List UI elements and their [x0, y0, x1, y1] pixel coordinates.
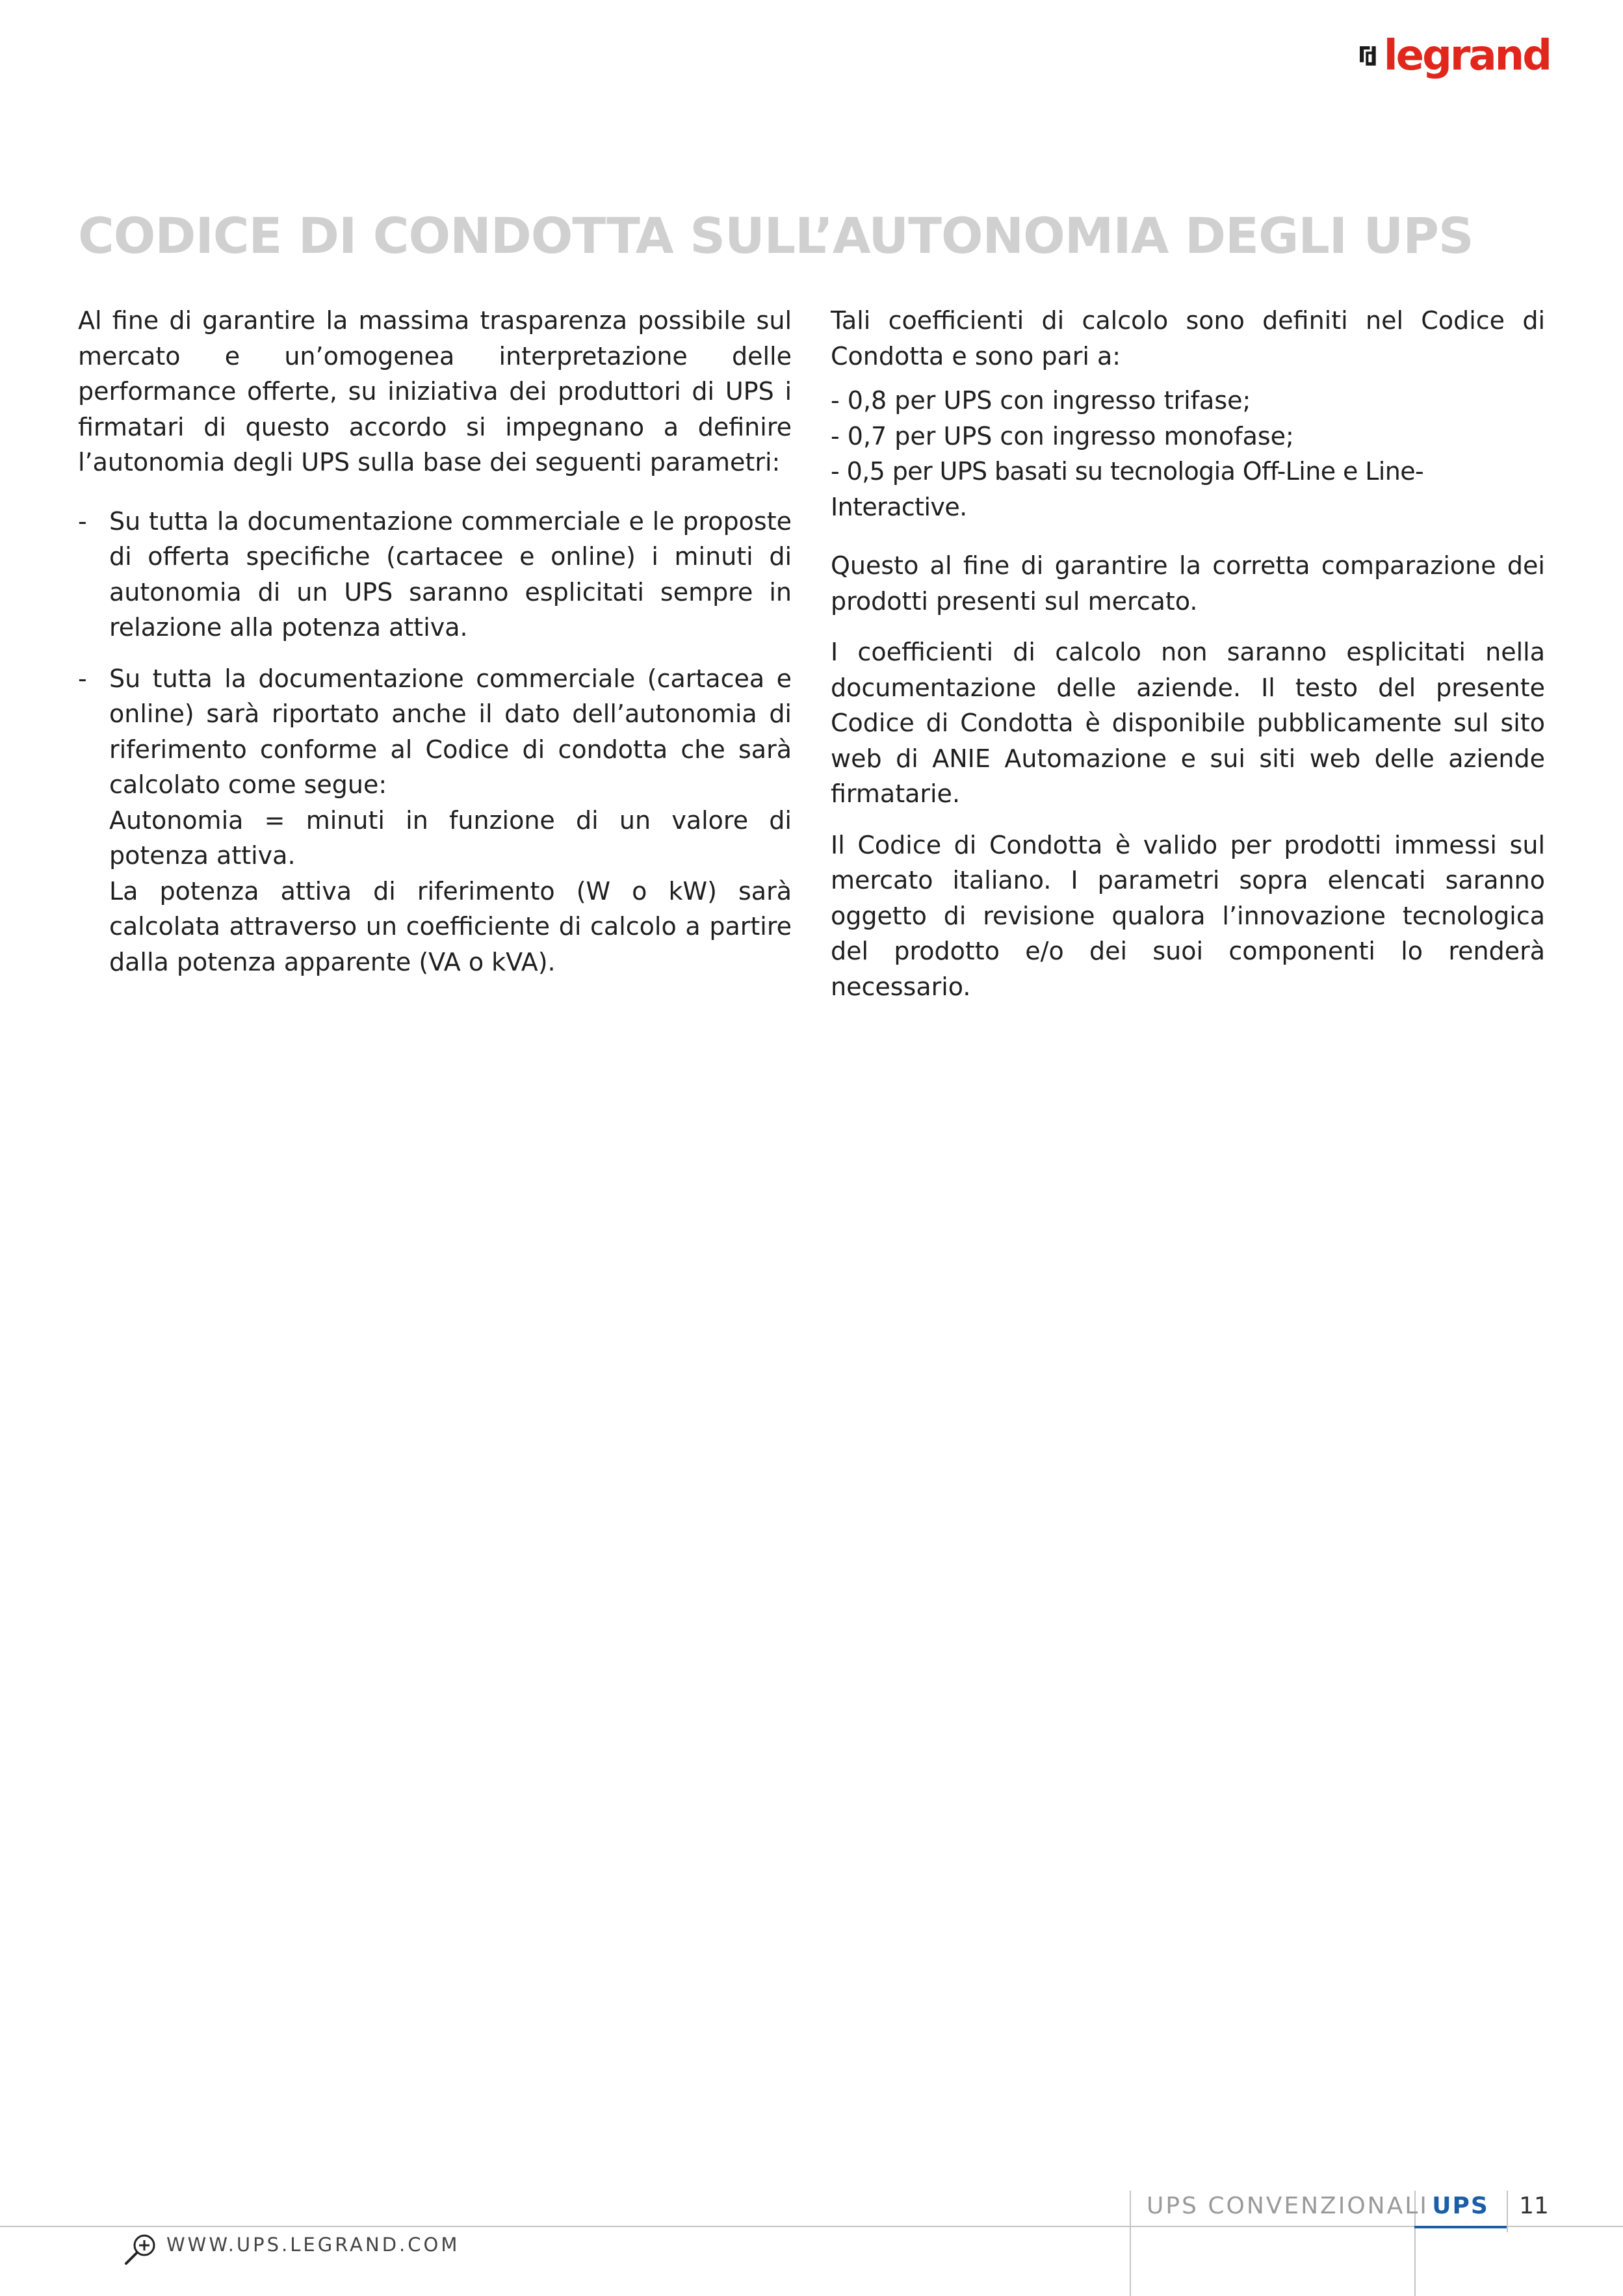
formula-text: Autonomia = minuti in funzione di un valore di potenza attiva. — [109, 805, 792, 870]
magnifier-plus-icon — [121, 2230, 160, 2269]
footer-section-label: UPS CONVENZIONALI — [1147, 2193, 1429, 2219]
legrand-logo — [1358, 30, 1550, 82]
note-text: La potenza attiva di riferimento (W o kW) sarà calcolata attraverso un coefficiente di calcolo a partire dalla potenza apparente (VA o kVA). — [109, 876, 792, 976]
coefficient-item: - 0,8 per UPS con ingresso trifase; — [831, 386, 1251, 415]
bullet-text: Su tutta la documentazione commerciale e le proposte di offerta specifiche (cartacee e online) i minuti di autonomia di un UPS saranno esplicitati sempre in relazione alla potenza attiva. — [109, 506, 792, 642]
parameter-list — [78, 504, 792, 980]
footer-separator — [1130, 2191, 1131, 2296]
list-item — [78, 661, 792, 980]
right-column — [831, 303, 1545, 1020]
coefficients-list — [831, 383, 1545, 525]
footer-separator — [1507, 2191, 1508, 2232]
validity-paragraph: Il Codice di Condotta è valido per prodotti immessi sul mercato italiano. I parametri sopra elencati saranno oggetto di revisione qualora l’innovazione tecnologica del prodotto e/o dei suoi componenti lo renderà necessario. — [831, 830, 1545, 1001]
disclosure-paragraph: I coefficienti di calcolo non saranno esplicitati nella documentazione delle aziende. Il testo del presente Codice di Condotta è disponibile pubblicamente sul sito web di ANIE Automazione e sui siti web delle aziende firmatarie. — [831, 638, 1545, 808]
list-item — [78, 504, 792, 646]
footer-divider — [0, 2226, 1623, 2227]
comparison-paragraph: Questo al fine di garantire la corretta comparazione dei prodotti presenti sul mercato. — [831, 551, 1545, 616]
left-column — [78, 303, 792, 995]
website-link[interactable]: WWW.UPS.LEGRAND.COM — [166, 2234, 460, 2256]
footer-section-tab[interactable]: UPS — [1432, 2193, 1489, 2219]
page-title: CODICE DI CONDOTTA SULL’AUTONOMIA DEGLI UPS — [78, 207, 1474, 265]
active-tab-indicator — [1414, 2226, 1507, 2228]
coefficient-item: - 0,5 per UPS basati su tecnologia Off-Line e Line-Interactive. — [831, 457, 1424, 521]
bullet-dash: - — [78, 664, 87, 693]
intro-paragraph: Al fine di garantire la massima trasparenza possibile sul mercato e un’omogenea interpretazione delle performance offerte, su iniziativa dei produttori di UPS i firmatari di questo accordo si impegnano a definire l’autonomia degli UPS sulla base dei seguenti parametri: — [78, 306, 792, 476]
coefficients-intro: Tali coefficienti di calcolo sono definiti nel Codice di Condotta e sono pari a: — [831, 306, 1545, 371]
bullet-text: Su tutta la documentazione commerciale (cartacea e online) sarà riportato anche il dato dell’autonomia di riferimento conforme al Codice di condotta che sarà calcolato come segue: — [109, 664, 792, 799]
legrand-mark-icon — [1358, 34, 1377, 77]
coefficient-item: - 0,7 per UPS con ingresso monofase; — [831, 421, 1294, 450]
brand-name: legrand — [1383, 32, 1550, 80]
page-number: 11 — [1519, 2193, 1549, 2219]
bullet-dash: - — [78, 506, 87, 536]
